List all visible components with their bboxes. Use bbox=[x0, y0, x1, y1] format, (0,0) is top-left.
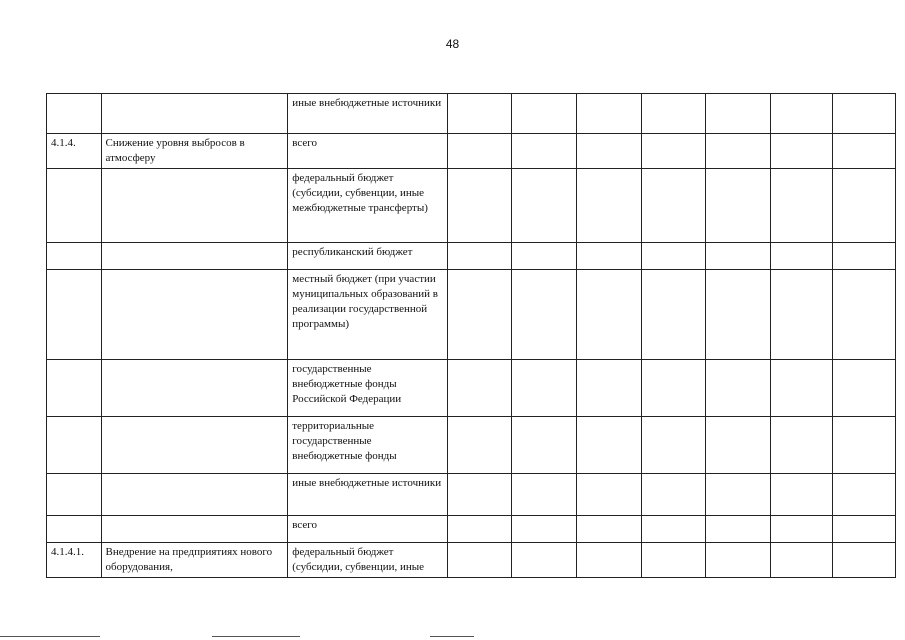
value-cell bbox=[512, 243, 577, 270]
value-cell bbox=[641, 94, 706, 134]
value-cell bbox=[512, 134, 577, 169]
value-cell bbox=[641, 543, 706, 578]
table-row bbox=[47, 360, 896, 417]
value-cell bbox=[576, 516, 641, 543]
value-cell bbox=[576, 94, 641, 134]
value-cell bbox=[706, 94, 771, 134]
value-cell bbox=[770, 417, 833, 474]
page-number: 48 bbox=[445, 37, 460, 51]
value-cell bbox=[833, 270, 896, 360]
table-body bbox=[47, 94, 896, 578]
funding-source-cell: всего bbox=[288, 516, 448, 543]
budget-table bbox=[46, 93, 896, 578]
row-number-cell bbox=[47, 169, 102, 243]
value-cell bbox=[833, 169, 896, 243]
value-cell bbox=[770, 360, 833, 417]
funding-source-cell: местный бюджет (при участии муниципальных образований в реализации государственной программы) bbox=[288, 270, 448, 360]
table-row bbox=[47, 94, 896, 134]
funding-source-cell: государственные внебюджетные фонды Российской Федерации bbox=[288, 360, 448, 417]
funding-source-cell: иные внебюджетные источники bbox=[288, 474, 448, 516]
value-cell bbox=[576, 134, 641, 169]
value-cell bbox=[833, 134, 896, 169]
value-cell bbox=[512, 417, 577, 474]
value-cell bbox=[576, 543, 641, 578]
row-name-cell bbox=[101, 243, 288, 270]
value-cell bbox=[770, 543, 833, 578]
value-cell bbox=[706, 474, 771, 516]
value-cell bbox=[770, 474, 833, 516]
value-cell bbox=[447, 516, 512, 543]
row-number-cell: 4.1.4.1. bbox=[47, 543, 102, 578]
value-cell bbox=[833, 94, 896, 134]
value-cell bbox=[447, 543, 512, 578]
funding-source-cell: республиканский бюджет bbox=[288, 243, 448, 270]
value-cell bbox=[447, 243, 512, 270]
row-name-cell bbox=[101, 94, 288, 134]
row-number-cell bbox=[47, 417, 102, 474]
value-cell bbox=[576, 270, 641, 360]
row-number-cell: 4.1.4. bbox=[47, 134, 102, 169]
table-row bbox=[47, 169, 896, 243]
value-cell bbox=[576, 474, 641, 516]
value-cell bbox=[576, 243, 641, 270]
table-row bbox=[47, 270, 896, 360]
value-cell bbox=[833, 474, 896, 516]
value-cell bbox=[512, 94, 577, 134]
table-row bbox=[47, 417, 896, 474]
funding-source-cell: всего bbox=[288, 134, 448, 169]
row-name-cell: Внедрение на предприятиях нового оборудования, bbox=[101, 543, 288, 578]
value-cell bbox=[641, 360, 706, 417]
table-row bbox=[47, 243, 896, 270]
table-row bbox=[47, 134, 896, 169]
value-cell bbox=[641, 417, 706, 474]
value-cell bbox=[706, 270, 771, 360]
value-cell bbox=[833, 417, 896, 474]
value-cell bbox=[706, 417, 771, 474]
value-cell bbox=[447, 360, 512, 417]
value-cell bbox=[706, 243, 771, 270]
value-cell bbox=[576, 417, 641, 474]
value-cell bbox=[512, 516, 577, 543]
row-name-cell bbox=[101, 270, 288, 360]
value-cell bbox=[512, 360, 577, 417]
table-row bbox=[47, 474, 896, 516]
value-cell bbox=[706, 134, 771, 169]
value-cell bbox=[641, 169, 706, 243]
value-cell bbox=[833, 360, 896, 417]
value-cell bbox=[833, 243, 896, 270]
value-cell bbox=[770, 134, 833, 169]
value-cell bbox=[447, 417, 512, 474]
row-name-cell bbox=[101, 516, 288, 543]
row-name-cell bbox=[101, 474, 288, 516]
value-cell bbox=[770, 94, 833, 134]
value-cell bbox=[512, 474, 577, 516]
row-number-cell bbox=[47, 360, 102, 417]
value-cell bbox=[706, 169, 771, 243]
value-cell bbox=[447, 474, 512, 516]
value-cell bbox=[706, 516, 771, 543]
value-cell bbox=[512, 543, 577, 578]
funding-source-cell: территориальные государственные внебюджетные фонды bbox=[288, 417, 448, 474]
value-cell bbox=[641, 134, 706, 169]
value-cell bbox=[706, 543, 771, 578]
value-cell bbox=[512, 169, 577, 243]
row-name-cell: Снижение уровня выбросов в атмосферу bbox=[101, 134, 288, 169]
row-name-cell bbox=[101, 360, 288, 417]
value-cell bbox=[706, 360, 771, 417]
row-name-cell bbox=[101, 169, 288, 243]
funding-source-cell: федеральный бюджет (субсидии, субвенции, иные межбюджетные трансферты) bbox=[288, 169, 448, 243]
value-cell bbox=[833, 516, 896, 543]
value-cell bbox=[770, 243, 833, 270]
row-number-cell bbox=[47, 516, 102, 543]
value-cell bbox=[447, 169, 512, 243]
value-cell bbox=[641, 516, 706, 543]
funding-source-cell: иные внебюджетные источники bbox=[288, 94, 448, 134]
value-cell bbox=[447, 270, 512, 360]
value-cell bbox=[576, 169, 641, 243]
value-cell bbox=[512, 270, 577, 360]
value-cell bbox=[447, 134, 512, 169]
table-row bbox=[47, 516, 896, 543]
value-cell bbox=[641, 243, 706, 270]
scan-artifact-line bbox=[0, 636, 100, 637]
value-cell bbox=[641, 474, 706, 516]
value-cell bbox=[770, 516, 833, 543]
row-number-cell bbox=[47, 270, 102, 360]
funding-source-cell: федеральный бюджет (субсидии, субвенции, иные bbox=[288, 543, 448, 578]
value-cell bbox=[641, 270, 706, 360]
value-cell bbox=[576, 360, 641, 417]
value-cell bbox=[447, 94, 512, 134]
row-number-cell bbox=[47, 474, 102, 516]
row-number-cell bbox=[47, 94, 102, 134]
row-number-cell bbox=[47, 243, 102, 270]
value-cell bbox=[833, 543, 896, 578]
value-cell bbox=[770, 270, 833, 360]
value-cell bbox=[770, 169, 833, 243]
scan-artifact-line bbox=[212, 636, 300, 637]
row-name-cell bbox=[101, 417, 288, 474]
table-row bbox=[47, 543, 896, 578]
scan-artifact-line bbox=[430, 636, 474, 637]
